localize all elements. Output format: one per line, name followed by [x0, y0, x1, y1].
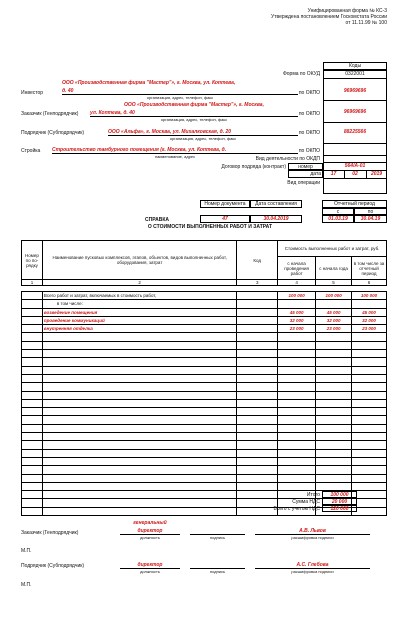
sig-customer-position-l2: директор — [120, 528, 180, 535]
empty-table-row — [22, 366, 387, 374]
empty-cell — [42, 341, 237, 349]
contract-label: Договор подряда (контракт) — [221, 164, 286, 170]
empty-table-row — [22, 449, 387, 457]
table-header — [21, 240, 387, 286]
row-value: 100 000 — [316, 292, 352, 300]
customer-line2: ул. Коптева, д. 40 — [90, 110, 298, 117]
empty-cell — [22, 391, 43, 399]
row-value: 45 000 — [316, 308, 352, 316]
empty-cell — [42, 499, 237, 507]
empty-cell — [352, 466, 387, 474]
activity-label: Вид деятельности по ОКДП — [255, 156, 320, 162]
col-number: 3 — [237, 280, 278, 286]
col-number: 1 — [22, 280, 43, 286]
empty-cell — [42, 358, 237, 366]
empty-cell — [278, 424, 316, 432]
empty-cell — [352, 341, 387, 349]
empty-table-row — [22, 399, 387, 407]
empty-cell — [278, 374, 316, 382]
empty-cell — [237, 325, 278, 333]
site-label: Стройка — [21, 148, 41, 154]
investor-line2: д. 40 — [62, 88, 298, 95]
row-name: возведение помещения — [42, 308, 237, 316]
empty-cell — [42, 391, 237, 399]
sig-customer-position-l1: генеральный — [133, 520, 167, 526]
row-value — [352, 300, 387, 308]
empty-cell — [352, 482, 387, 490]
empty-cell — [352, 424, 387, 432]
empty-cell — [237, 366, 278, 374]
empty-cell — [316, 466, 352, 474]
row-value: 23 000 — [316, 325, 352, 333]
empty-cell — [237, 433, 278, 441]
empty-cell — [22, 341, 43, 349]
divider — [323, 178, 387, 179]
empty-cell — [42, 408, 237, 416]
empty-cell — [42, 383, 237, 391]
empty-cell — [316, 358, 352, 366]
sig-contractor-name: А.С. Глебова — [255, 562, 370, 569]
empty-cell — [278, 399, 316, 407]
empty-table-row — [22, 333, 387, 341]
row-value: 23 000 — [352, 325, 387, 333]
empty-cell — [237, 308, 278, 316]
row-name: внутренняя отделка — [42, 325, 237, 333]
empty-cell — [237, 408, 278, 416]
empty-cell — [237, 441, 278, 449]
row-name: Всего работ и затрат, включаемых в стоимость работ, — [42, 292, 237, 300]
investor-okpo: 96969696 — [343, 88, 367, 94]
col-num-header: Номер по по-рядку — [22, 241, 43, 280]
okud-label: Форма по ОКУД — [282, 71, 320, 77]
empty-cell — [42, 399, 237, 407]
col-since-year-header: с начала года — [316, 257, 352, 280]
empty-cell — [22, 399, 43, 407]
table-row — [22, 308, 387, 316]
empty-cell — [42, 474, 237, 482]
total-label: Итого — [306, 492, 320, 498]
doc-subtitle: О СТОИМОСТИ ВЫПОЛНЕННЫХ РАБОТ И ЗАТРАТ — [147, 224, 273, 230]
empty-cell — [22, 482, 43, 490]
empty-cell — [22, 416, 43, 424]
row-value: 32 000 — [278, 316, 316, 324]
doc-number-label: Номер документа — [200, 200, 250, 208]
empty-cell — [352, 449, 387, 457]
empty-cell — [316, 366, 352, 374]
empty-cell — [278, 433, 316, 441]
empty-cell — [42, 416, 237, 424]
row-value: 100 000 — [278, 292, 316, 300]
empty-table-row — [22, 350, 387, 358]
org-caption: организация, адрес, телефон, факс — [146, 95, 214, 100]
empty-cell — [278, 441, 316, 449]
empty-cell — [237, 474, 278, 482]
operation-label: Вид операции — [287, 180, 320, 186]
empty-cell — [352, 441, 387, 449]
empty-cell — [316, 391, 352, 399]
col-number: 6 — [352, 280, 387, 286]
empty-cell — [22, 316, 43, 324]
table-row — [22, 325, 387, 333]
table-row — [22, 292, 387, 300]
empty-cell — [22, 491, 43, 499]
signature-caption: подпись — [209, 569, 226, 574]
empty-cell — [237, 292, 278, 300]
empty-cell — [237, 383, 278, 391]
empty-table-row — [22, 424, 387, 432]
contract-day: 17 — [330, 171, 337, 177]
grand-value: 120 000 — [322, 505, 357, 512]
period-from: 01.03.19 — [322, 215, 354, 223]
grand-label: Всего с учетом НДС — [273, 506, 320, 512]
empty-cell — [278, 350, 316, 358]
empty-table-row — [22, 416, 387, 424]
empty-cell — [237, 416, 278, 424]
col-period-header: в том числе за отчетный период — [352, 257, 387, 280]
empty-cell — [278, 333, 316, 341]
period-from-label: с — [322, 208, 354, 215]
contractor-value: ООО «Альфа», г. Москва, ул. Михалковская, д. 20 — [108, 129, 298, 136]
empty-cell — [42, 457, 237, 465]
decode-caption: расшифровка подписи — [291, 569, 334, 574]
empty-cell — [42, 350, 237, 358]
empty-table-row — [22, 441, 387, 449]
empty-cell — [42, 374, 237, 382]
empty-cell — [22, 350, 43, 358]
empty-cell — [316, 416, 352, 424]
empty-cell — [278, 449, 316, 457]
empty-cell — [22, 449, 43, 457]
empty-cell — [237, 482, 278, 490]
org-caption: организация, адрес, телефон, факс — [160, 117, 228, 122]
empty-table-row — [22, 457, 387, 465]
empty-cell — [42, 491, 237, 499]
empty-cell — [22, 457, 43, 465]
site-value: Строительство тамбурного помещения (г. Москва, ул. Коптева, д. — [52, 147, 298, 154]
col-name-header: Наименование пусковых комплексов, этапов, объектов, видов выполненных работ, оборудования, затрат — [42, 241, 236, 280]
row-value: 45 000 — [352, 308, 387, 316]
vat-label: Сумма НДС — [292, 499, 320, 505]
empty-cell — [316, 408, 352, 416]
empty-cell — [42, 433, 237, 441]
empty-cell — [316, 399, 352, 407]
empty-cell — [237, 449, 278, 457]
empty-cell — [316, 424, 352, 432]
empty-cell — [316, 333, 352, 341]
row-value — [316, 300, 352, 308]
empty-cell — [352, 350, 387, 358]
empty-table-row — [22, 466, 387, 474]
empty-cell — [22, 358, 43, 366]
empty-cell — [316, 383, 352, 391]
vat-value: 20 000 — [322, 498, 357, 505]
sig-contractor-position: директор — [120, 562, 180, 569]
empty-cell — [237, 391, 278, 399]
empty-cell — [22, 325, 43, 333]
empty-cell — [352, 416, 387, 424]
col-number: 2 — [42, 280, 236, 286]
divider — [323, 143, 387, 144]
empty-cell — [22, 408, 43, 416]
row-name: в том числе: — [42, 300, 237, 308]
empty-cell — [42, 482, 237, 490]
customer-okpo-label: по ОКПО — [298, 111, 320, 117]
number-label: номер — [298, 164, 313, 170]
contract-number: 564/А-01 — [344, 163, 366, 169]
col-number: 4 — [278, 280, 316, 286]
empty-cell — [316, 449, 352, 457]
cost-group-header: Стоимость выполненных работ и затрат, руб. — [278, 241, 387, 257]
empty-cell — [22, 441, 43, 449]
empty-cell — [22, 333, 43, 341]
empty-cell — [278, 416, 316, 424]
empty-cell — [237, 424, 278, 432]
empty-table-row — [22, 482, 387, 490]
empty-cell — [22, 507, 43, 515]
empty-cell — [352, 333, 387, 341]
customer-label: Заказчик (Генподрядчик) — [21, 111, 79, 117]
empty-table-row — [22, 341, 387, 349]
empty-cell — [22, 474, 43, 482]
contractor-okpo-label: по ОКПО — [298, 130, 320, 136]
empty-cell — [237, 491, 278, 499]
period-to-label: по — [354, 208, 387, 215]
doc-date-label: Дата составления — [250, 200, 302, 208]
empty-cell — [352, 383, 387, 391]
date-line: от 11.11.99 № 100 — [345, 20, 387, 26]
empty-cell — [237, 358, 278, 366]
empty-cell — [352, 374, 387, 382]
empty-cell — [42, 333, 237, 341]
empty-cell — [278, 383, 316, 391]
empty-table-row — [22, 474, 387, 482]
sig-customer-name: А.В. Львов — [255, 528, 370, 535]
empty-cell — [316, 474, 352, 482]
contractor-okpo: 88225566 — [343, 129, 367, 135]
empty-cell — [352, 457, 387, 465]
col-code-header: Код — [237, 241, 278, 280]
investor-line1: ООО «Производственная фирма "Мастер"», г. Москва, ул. Коптева, — [62, 80, 236, 86]
empty-cell — [352, 433, 387, 441]
okud-value: 0322001 — [345, 71, 365, 77]
empty-cell — [352, 391, 387, 399]
empty-cell — [42, 366, 237, 374]
row-value: 32 000 — [352, 316, 387, 324]
empty-cell — [278, 341, 316, 349]
period-to: 30.04.19 — [354, 215, 387, 223]
row-name: проведение коммуникаций — [42, 316, 237, 324]
empty-cell — [316, 441, 352, 449]
table-row — [22, 300, 387, 308]
empty-cell — [352, 408, 387, 416]
table-row — [22, 316, 387, 324]
empty-cell — [22, 499, 43, 507]
empty-table-row — [22, 374, 387, 382]
signature-caption: подпись — [209, 535, 226, 540]
position-caption: должность — [140, 569, 160, 574]
row-value — [278, 300, 316, 308]
form-title: Унифицированная форма № КС-3 — [307, 8, 387, 14]
empty-table-row — [22, 408, 387, 416]
codes-title: Коды — [323, 62, 387, 70]
empty-cell — [278, 408, 316, 416]
empty-cell — [22, 300, 43, 308]
site-okpo-label: по ОКПО — [298, 148, 320, 154]
name-address-caption: наименование, адрес — [154, 154, 196, 159]
empty-cell — [237, 399, 278, 407]
empty-cell — [316, 482, 352, 490]
empty-cell — [278, 358, 316, 366]
total-value: 100 000 — [322, 491, 357, 498]
empty-cell — [42, 441, 237, 449]
row-value: 100 000 — [352, 292, 387, 300]
period-label: Отчетный период — [322, 200, 387, 208]
empty-cell — [22, 374, 43, 382]
empty-cell — [237, 350, 278, 358]
empty-cell — [352, 366, 387, 374]
empty-cell — [316, 341, 352, 349]
date-label: дата — [310, 171, 321, 177]
empty-cell — [278, 366, 316, 374]
empty-cell — [22, 292, 43, 300]
doc-date: 30.04.2019 — [250, 215, 302, 223]
divider — [323, 78, 387, 79]
customer-line1: ООО «Производственная фирма "Мастер"», г. Москва, — [124, 102, 264, 108]
contractor-label: Подрядчик (Субподрядчик) — [21, 130, 85, 136]
investor-label: Инвестор — [21, 90, 44, 96]
empty-cell — [42, 424, 237, 432]
contract-month: 02 — [352, 171, 358, 177]
customer-okpo: 96969696 — [343, 109, 367, 115]
empty-cell — [42, 449, 237, 457]
empty-cell — [22, 383, 43, 391]
empty-table-row — [22, 391, 387, 399]
empty-table-row — [22, 358, 387, 366]
empty-cell — [42, 507, 237, 515]
empty-cell — [237, 466, 278, 474]
investor-okpo-label: по ОКПО — [298, 90, 320, 96]
sig-customer-label: Заказчик (Генподрядчик) — [21, 530, 79, 536]
empty-cell — [237, 341, 278, 349]
empty-cell — [316, 433, 352, 441]
empty-cell — [316, 350, 352, 358]
divider — [323, 100, 387, 101]
empty-cell — [278, 466, 316, 474]
empty-cell — [22, 424, 43, 432]
position-caption: должность — [140, 535, 160, 540]
col-number: 5 — [316, 280, 352, 286]
empty-table-row — [22, 433, 387, 441]
empty-cell — [352, 358, 387, 366]
empty-cell — [352, 474, 387, 482]
row-value: 23 000 — [278, 325, 316, 333]
empty-cell — [237, 333, 278, 341]
empty-cell — [22, 308, 43, 316]
empty-table-row — [22, 383, 387, 391]
empty-cell — [22, 366, 43, 374]
col-since-start-header: с начала проведения работ — [278, 257, 316, 280]
empty-cell — [278, 482, 316, 490]
stamp-place: М.П. — [21, 582, 32, 588]
empty-cell — [42, 466, 237, 474]
contract-year: 2019 — [370, 171, 383, 177]
row-value: 45 000 — [278, 308, 316, 316]
doc-number: 47 — [200, 215, 250, 223]
empty-cell — [237, 374, 278, 382]
doc-title: СПРАВКА — [145, 217, 169, 223]
org-caption: организация, адрес, телефон, факс — [169, 136, 237, 141]
empty-cell — [316, 374, 352, 382]
empty-cell — [22, 433, 43, 441]
empty-cell — [316, 457, 352, 465]
stamp-place: М.П. — [21, 548, 32, 554]
empty-cell — [278, 474, 316, 482]
decode-caption: расшифровка подписи — [291, 535, 334, 540]
sig-contractor-label: Подрядчик (Субподрядчик) — [21, 563, 85, 569]
row-value: 32 000 — [316, 316, 352, 324]
divider — [323, 155, 387, 156]
empty-cell — [22, 466, 43, 474]
empty-cell — [352, 399, 387, 407]
cost-table — [21, 291, 387, 516]
empty-cell — [278, 391, 316, 399]
empty-cell — [237, 300, 278, 308]
empty-cell — [237, 316, 278, 324]
approved-line: Утверждена постановлением Госкомстата России — [271, 14, 387, 20]
empty-cell — [278, 457, 316, 465]
divider — [323, 122, 387, 123]
empty-cell — [237, 457, 278, 465]
